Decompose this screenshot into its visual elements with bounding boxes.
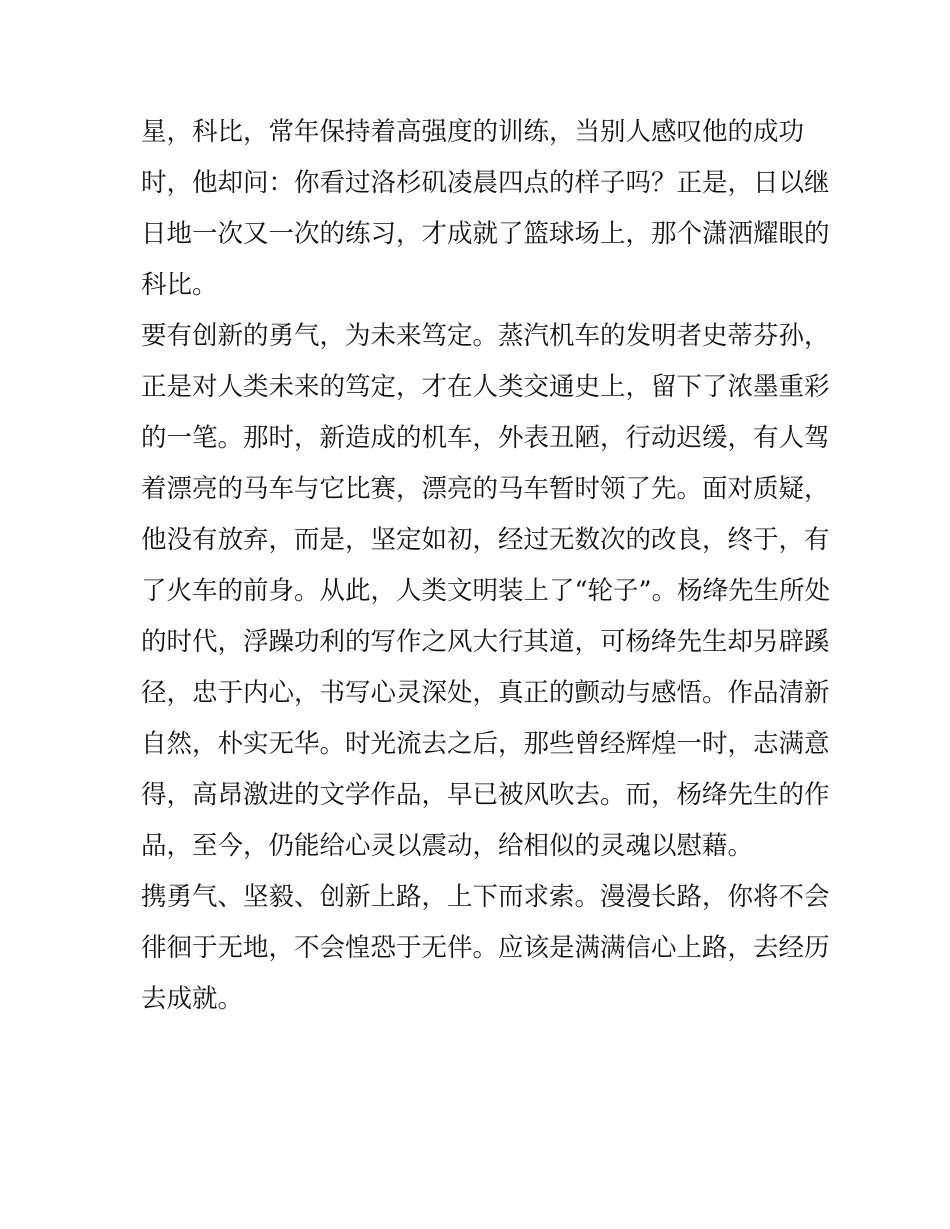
text-line: 星，科比，常年保持着高强度的训练，当别人感叹他的成功 bbox=[141, 117, 805, 147]
text-line: 得，高昂激进的文学作品，早已被风吹去。而，杨绛先生的作 bbox=[141, 780, 830, 810]
essay-text bbox=[141, 107, 831, 1025]
text-line: 科比。 bbox=[141, 270, 218, 300]
text-line: 径，忠于内心，书写心灵深处，真正的颤动与感悟。作品清新 bbox=[141, 678, 830, 708]
text-line: 了火车的前身。从此，人类文明装上了“轮子”。杨绛先生所处 bbox=[141, 576, 831, 606]
text-line: 时，他却问：你看过洛杉矶凌晨四点的样子吗？正是，日以继 bbox=[141, 168, 830, 198]
text-line: 的时代，浮躁功利的写作之风大行其道，可杨绛先生却另辟蹊 bbox=[141, 627, 830, 657]
text-line: 去成就。 bbox=[141, 984, 244, 1014]
text-line: 携勇气、坚毅、创新上路，上下而求索。漫漫长路，你将不会 bbox=[141, 882, 830, 912]
text-line: 着漂亮的马车与它比赛，漂亮的马车暂时领了先。面对质疑， bbox=[141, 474, 830, 504]
text-line: 日地一次又一次的练习，才成就了篮球场上，那个潇洒耀眼的 bbox=[141, 219, 830, 249]
text-line: 正是对人类未来的笃定，才在人类交通史上，留下了浓墨重彩 bbox=[141, 372, 830, 402]
text-line: 徘徊于无地，不会惶恐于无伴。应该是满满信心上路，去经历 bbox=[141, 933, 830, 963]
text-line: 品，至今，仍能给心灵以震动，给相似的灵魂以慰藉。 bbox=[141, 831, 754, 861]
text-line: 自然，朴实无华。时光流去之后，那些曾经辉煌一时，志满意 bbox=[141, 729, 830, 759]
text-line: 他没有放弃，而是，坚定如初，经过无数次的改良，终于，有 bbox=[141, 525, 830, 555]
text-line: 要有创新的勇气，为未来笃定。蒸汽机车的发明者史蒂芬孙， bbox=[141, 321, 830, 351]
text-line: 的一笔。那时，新造成的机车，外表丑陋，行动迟缓，有人驾 bbox=[141, 423, 830, 453]
